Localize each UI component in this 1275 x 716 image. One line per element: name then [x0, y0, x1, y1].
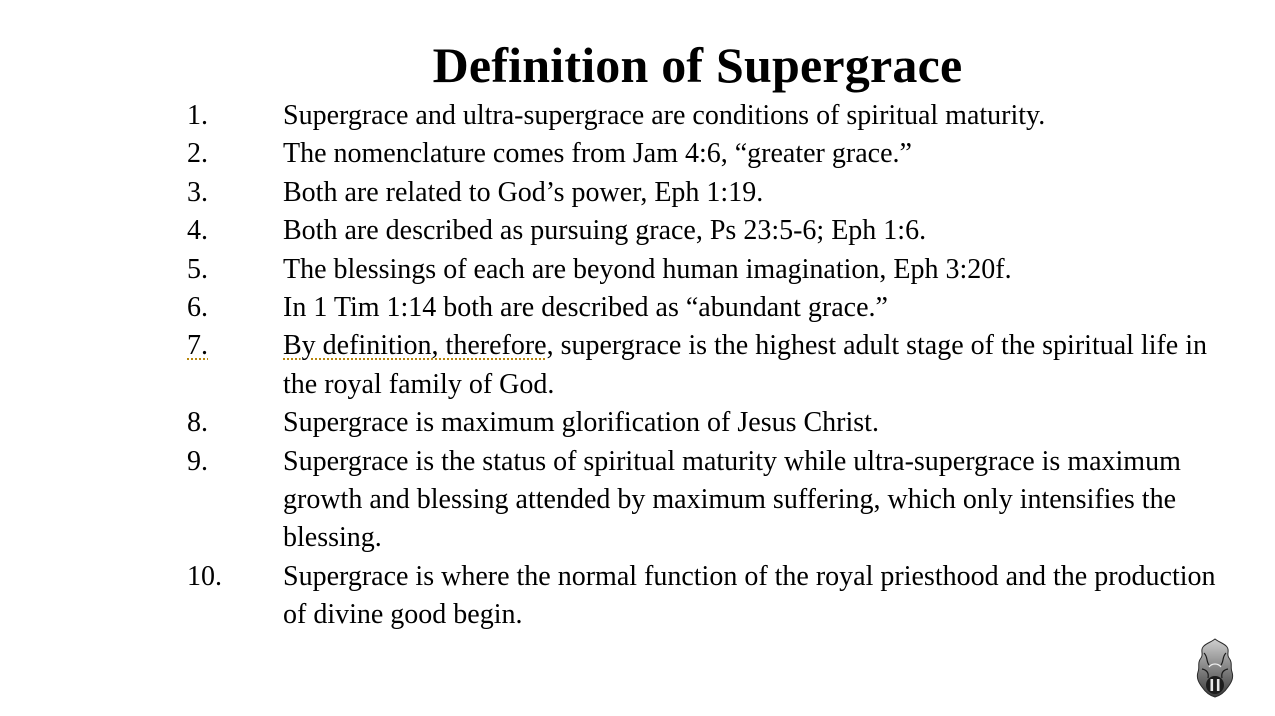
- definition-list: [187, 97, 1227, 635]
- list-item: [187, 251, 1227, 289]
- spellcheck-marked-text[interactable]: By definition, therefore: [283, 330, 547, 362]
- item-text: Both are related to God’s power, Eph 1:19.: [283, 176, 764, 208]
- item-number: 2.: [187, 138, 208, 170]
- item-text: Supergrace is maximum glorification of Jesus Christ.: [283, 407, 879, 439]
- list-item: [187, 212, 1227, 250]
- item-text: In 1 Tim 1:14 both are described as “abundant grace.”: [283, 292, 888, 324]
- list-item: [187, 443, 1227, 558]
- item-number: 10.: [187, 560, 222, 592]
- list-item: [187, 289, 1227, 327]
- item-text: Supergrace is the status of spiritual maturity while ultra-supergrace is maximum growth and blessing attended by maximum suffering, which only intensifies the blessing.: [283, 445, 1181, 554]
- grace-ministries-logo-icon: [1194, 637, 1236, 699]
- item-number: 9.: [187, 445, 208, 477]
- item-text-rest: , supergrace is the highest adult stage of the spiritual life in the royal family of God.: [283, 330, 1208, 400]
- item-number: 1.: [187, 100, 208, 131]
- list-item: [187, 404, 1227, 442]
- item-number: 7.: [187, 330, 208, 362]
- list-item: [187, 174, 1227, 212]
- list-item: [187, 558, 1227, 635]
- item-text: The blessings of each are beyond human imagination, Eph 3:20f.: [283, 253, 1012, 285]
- list-item: [187, 97, 1227, 135]
- item-number: 4.: [187, 215, 208, 247]
- list-item: [187, 135, 1227, 173]
- slide-title: Definition of Supergrace: [432, 37, 963, 93]
- item-text: Both are described as pursuing grace, Ps 23:5-6; Eph 1:6.: [283, 215, 927, 247]
- item-number: 8.: [187, 407, 208, 439]
- item-text: Supergrace is where the normal function of the royal priesthood and the production of divine good begin.: [283, 560, 1216, 631]
- list-item: [187, 327, 1227, 404]
- item-number: 3.: [187, 176, 208, 208]
- item-text: The nomenclature comes from Jam 4:6, “greater grace.”: [283, 138, 912, 170]
- item-number: 6.: [187, 292, 208, 324]
- item-text: [283, 327, 1227, 404]
- item-text: Supergrace and ultra-supergrace are conditions of spiritual maturity.: [283, 100, 1046, 131]
- item-number: 5.: [187, 253, 208, 285]
